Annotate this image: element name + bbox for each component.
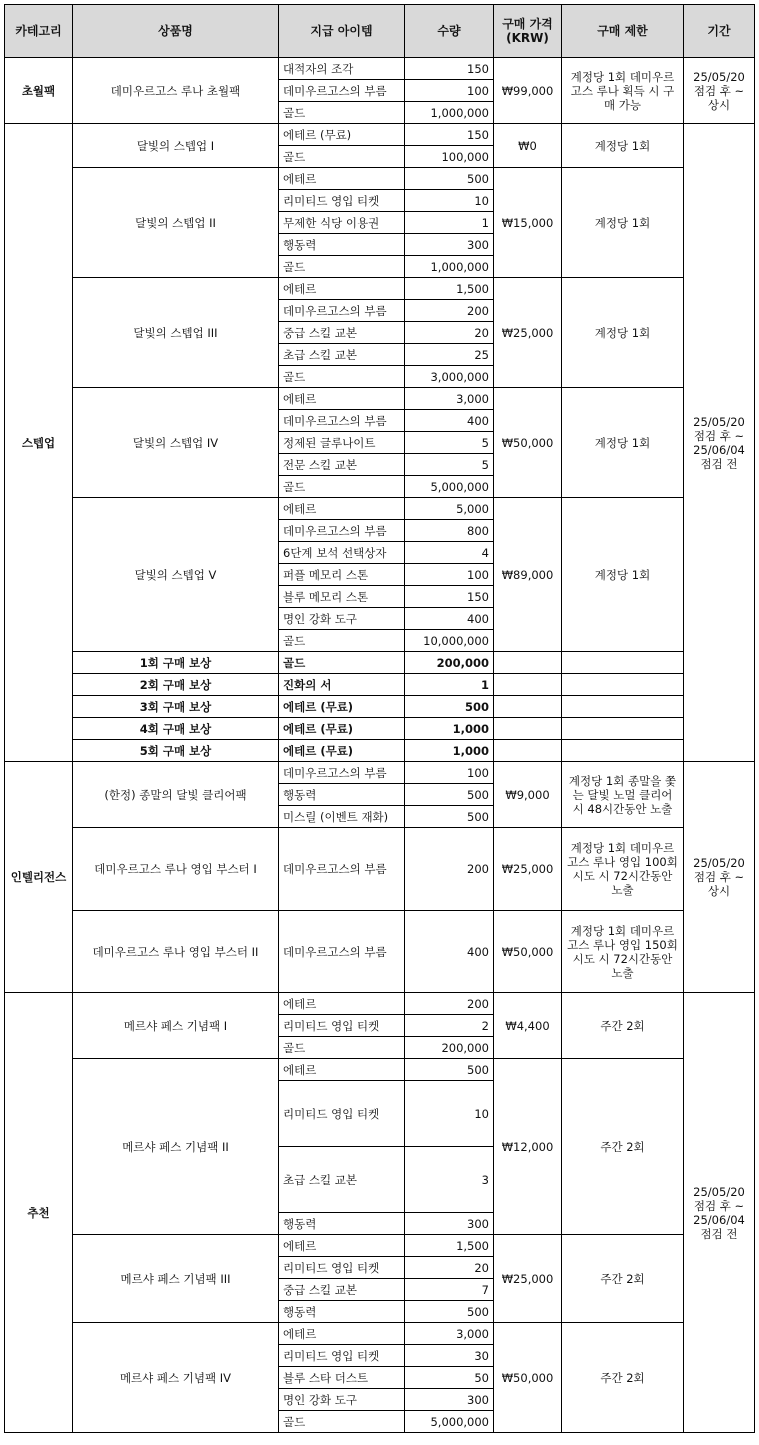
item-qty: 25 xyxy=(405,344,494,366)
table-row xyxy=(5,168,755,190)
item-qty: 5 xyxy=(405,432,494,454)
item-qty: 1,500 xyxy=(405,278,494,300)
item-name: 리미티드 영입 티켓 xyxy=(279,1015,405,1037)
price-cell: ₩99,000 xyxy=(494,58,562,124)
item-name: 명인 강화 도구 xyxy=(279,608,405,630)
bonus-label: 3회 구매 보상 xyxy=(73,696,279,718)
bonus-label: 1회 구매 보상 xyxy=(73,652,279,674)
bonus-qty: 1,000 xyxy=(405,718,494,740)
price-cell: ₩25,000 xyxy=(494,1235,562,1323)
table-row xyxy=(5,762,755,784)
item-qty: 200 xyxy=(405,828,494,911)
table-row xyxy=(5,1235,755,1257)
item-qty: 150 xyxy=(405,58,494,80)
price-cell: ₩9,000 xyxy=(494,762,562,828)
item-qty: 400 xyxy=(405,410,494,432)
item-qty: 800 xyxy=(405,520,494,542)
item-name: 정제된 글루나이트 xyxy=(279,432,405,454)
item-name: 데미우르고스의 부름 xyxy=(279,80,405,102)
item-qty: 200 xyxy=(405,300,494,322)
bonus-item: 골드 xyxy=(279,652,405,674)
bonus-qty: 1 xyxy=(405,674,494,696)
table-row xyxy=(5,911,755,993)
empty-cell xyxy=(494,696,562,718)
item-qty: 4 xyxy=(405,542,494,564)
item-name: 행동력 xyxy=(279,1301,405,1323)
header-item: 지급 아이템 xyxy=(279,5,405,58)
item-qty: 100 xyxy=(405,564,494,586)
product-name: (한정) 종말의 달빛 클리어팩 xyxy=(73,762,279,828)
price-cell: ₩89,000 xyxy=(494,498,562,652)
bonus-label: 2회 구매 보상 xyxy=(73,674,279,696)
bonus-row xyxy=(5,674,755,696)
item-qty: 100 xyxy=(405,762,494,784)
item-qty: 20 xyxy=(405,322,494,344)
bonus-qty: 500 xyxy=(405,696,494,718)
empty-cell xyxy=(562,718,684,740)
category-cell: 인텔리전스 xyxy=(5,762,73,993)
item-qty: 5,000,000 xyxy=(405,1411,494,1433)
item-name: 골드 xyxy=(279,630,405,652)
table-row xyxy=(5,828,755,911)
item-qty: 150 xyxy=(405,124,494,146)
item-name: 행동력 xyxy=(279,1213,405,1235)
limit-cell: 계정당 1회 데미우르고스 루나 영입 150회 시도 시 72시간동안 노출 xyxy=(562,911,684,993)
limit-cell: 주간 2회 xyxy=(562,1235,684,1323)
product-name: 달빛의 스텝업 II xyxy=(73,168,279,278)
item-name: 중급 스킬 교본 xyxy=(279,322,405,344)
item-qty: 500 xyxy=(405,1301,494,1323)
item-qty: 5,000 xyxy=(405,498,494,520)
empty-cell xyxy=(562,652,684,674)
item-name: 무제한 식당 이용권 xyxy=(279,212,405,234)
empty-cell xyxy=(494,740,562,762)
item-name: 행동력 xyxy=(279,784,405,806)
table-row xyxy=(5,388,755,410)
item-qty: 3 xyxy=(405,1147,494,1213)
limit-cell: 주간 2회 xyxy=(562,1323,684,1433)
header-price: 구매 가격 (KRW) xyxy=(494,5,562,58)
item-name: 골드 xyxy=(279,102,405,124)
empty-cell xyxy=(494,674,562,696)
table-row xyxy=(5,993,755,1015)
item-name: 6단계 보석 선택상자 xyxy=(279,542,405,564)
item-qty: 1,000,000 xyxy=(405,102,494,124)
bonus-row xyxy=(5,696,755,718)
table-row xyxy=(5,278,755,300)
item-qty: 500 xyxy=(405,806,494,828)
item-name: 골드 xyxy=(279,1411,405,1433)
limit-cell: 계정당 1회 xyxy=(562,388,684,498)
item-name: 에테르 xyxy=(279,388,405,410)
product-name: 메르샤 페스 기념팩 I xyxy=(73,993,279,1059)
item-name: 에테르 xyxy=(279,498,405,520)
item-name: 블루 스타 더스트 xyxy=(279,1367,405,1389)
item-qty: 200,000 xyxy=(405,1037,494,1059)
header-qty: 수량 xyxy=(405,5,494,58)
item-qty: 500 xyxy=(405,168,494,190)
item-name: 데미우르고스의 부름 xyxy=(279,762,405,784)
item-qty: 10 xyxy=(405,190,494,212)
price-cell: ₩12,000 xyxy=(494,1059,562,1235)
limit-cell: 주간 2회 xyxy=(562,1059,684,1235)
item-qty: 100,000 xyxy=(405,146,494,168)
item-qty: 3,000,000 xyxy=(405,366,494,388)
bonus-item: 에테르 (무료) xyxy=(279,696,405,718)
header-row xyxy=(5,5,755,58)
item-name: 에테르 xyxy=(279,1323,405,1345)
category-cell: 추천 xyxy=(5,993,73,1433)
empty-cell xyxy=(562,696,684,718)
limit-cell: 주간 2회 xyxy=(562,993,684,1059)
item-name: 골드 xyxy=(279,1037,405,1059)
item-name: 데미우르고스의 부름 xyxy=(279,410,405,432)
price-cell: ₩50,000 xyxy=(494,388,562,498)
item-name: 골드 xyxy=(279,256,405,278)
table-row xyxy=(5,58,755,80)
product-name: 데미우르고스 루나 영입 부스터 I xyxy=(73,828,279,911)
item-name: 퍼플 메모리 스톤 xyxy=(279,564,405,586)
item-name: 리미티드 영입 티켓 xyxy=(279,1081,405,1147)
item-qty: 1,500 xyxy=(405,1235,494,1257)
product-name: 달빛의 스텝업 I xyxy=(73,124,279,168)
bonus-label: 5회 구매 보상 xyxy=(73,740,279,762)
pack-table xyxy=(4,4,755,1433)
product-name: 메르샤 페스 기념팩 II xyxy=(73,1059,279,1235)
item-name: 초급 스킬 교본 xyxy=(279,1147,405,1213)
bonus-item: 에테르 (무료) xyxy=(279,718,405,740)
limit-cell: 계정당 1회 종말을 쫓는 달빛 노멀 클리어 시 48시간동안 노출 xyxy=(562,762,684,828)
product-name: 달빛의 스텝업 IV xyxy=(73,388,279,498)
item-name: 에테르 xyxy=(279,993,405,1015)
item-qty: 5,000,000 xyxy=(405,476,494,498)
item-qty: 150 xyxy=(405,586,494,608)
period-cell: 25/05/20 점검 후 ~ 상시 xyxy=(684,762,755,993)
limit-cell: 계정당 1회 데미우르고스 루나 영입 100회 시도 시 72시간동안 노출 xyxy=(562,828,684,911)
item-name: 리미티드 영입 티켓 xyxy=(279,1345,405,1367)
header-product: 상품명 xyxy=(73,5,279,58)
bonus-row xyxy=(5,652,755,674)
item-qty: 300 xyxy=(405,234,494,256)
item-qty: 1,000,000 xyxy=(405,256,494,278)
category-cell: 스텝업 xyxy=(5,124,73,762)
item-name: 전문 스킬 교본 xyxy=(279,454,405,476)
product-name: 메르샤 페스 기념팩 IV xyxy=(73,1323,279,1433)
item-qty: 300 xyxy=(405,1213,494,1235)
item-qty: 1 xyxy=(405,212,494,234)
bonus-qty: 1,000 xyxy=(405,740,494,762)
item-qty: 300 xyxy=(405,1389,494,1411)
item-qty: 3,000 xyxy=(405,1323,494,1345)
empty-cell xyxy=(494,652,562,674)
product-name: 데미우르고스 루나 영입 부스터 II xyxy=(73,911,279,993)
period-cell: 25/05/20 점검 후 ~ 상시 xyxy=(684,58,755,124)
table-row xyxy=(5,124,755,146)
item-name: 데미우르고스의 부름 xyxy=(279,300,405,322)
bonus-item: 에테르 (무료) xyxy=(279,740,405,762)
item-qty: 10 xyxy=(405,1081,494,1147)
item-qty: 20 xyxy=(405,1257,494,1279)
empty-cell xyxy=(562,674,684,696)
item-qty: 400 xyxy=(405,911,494,993)
price-cell: ₩50,000 xyxy=(494,1323,562,1433)
item-qty: 3,000 xyxy=(405,388,494,410)
header-category: 카테고리 xyxy=(5,5,73,58)
table-row xyxy=(5,1059,755,1081)
limit-cell: 계정당 1회 xyxy=(562,168,684,278)
bonus-row xyxy=(5,740,755,762)
header-limit: 구매 제한 xyxy=(562,5,684,58)
limit-cell: 계정당 1회 xyxy=(562,278,684,388)
price-cell: ₩25,000 xyxy=(494,278,562,388)
product-name: 메르샤 페스 기념팩 III xyxy=(73,1235,279,1323)
item-name: 블루 메모리 스톤 xyxy=(279,586,405,608)
item-name: 데미우르고스의 부름 xyxy=(279,911,405,993)
price-cell: ₩15,000 xyxy=(494,168,562,278)
item-name: 명인 강화 도구 xyxy=(279,1389,405,1411)
item-qty: 200 xyxy=(405,993,494,1015)
item-name: 에테르 (무료) xyxy=(279,124,405,146)
item-name: 초급 스킬 교본 xyxy=(279,344,405,366)
product-name: 데미우르고스 루나 초월팩 xyxy=(73,58,279,124)
item-name: 골드 xyxy=(279,476,405,498)
category-cell: 초월팩 xyxy=(5,58,73,124)
bonus-qty: 200,000 xyxy=(405,652,494,674)
item-name: 데미우르고스의 부름 xyxy=(279,520,405,542)
limit-cell: 계정당 1회 데미우르고스 루나 획득 시 구매 가능 xyxy=(562,58,684,124)
product-name: 달빛의 스텝업 V xyxy=(73,498,279,652)
limit-cell: 계정당 1회 xyxy=(562,124,684,168)
item-qty: 500 xyxy=(405,784,494,806)
item-name: 대적자의 조각 xyxy=(279,58,405,80)
item-qty: 2 xyxy=(405,1015,494,1037)
item-qty: 400 xyxy=(405,608,494,630)
price-cell: ₩25,000 xyxy=(494,828,562,911)
price-cell: ₩0 xyxy=(494,124,562,168)
bonus-row xyxy=(5,718,755,740)
period-cell: 25/05/20 점검 후 ~ 25/06/04 점검 전 xyxy=(684,993,755,1433)
item-name: 리미티드 영입 티켓 xyxy=(279,1257,405,1279)
item-qty: 500 xyxy=(405,1059,494,1081)
price-cell: ₩50,000 xyxy=(494,911,562,993)
limit-cell: 계정당 1회 xyxy=(562,498,684,652)
item-name: 에테르 xyxy=(279,168,405,190)
period-cell: 25/05/20 점검 후 ~ 25/06/04 점검 전 xyxy=(684,124,755,762)
item-name: 리미티드 영입 티켓 xyxy=(279,190,405,212)
item-name: 골드 xyxy=(279,366,405,388)
item-name: 미스릴 (이벤트 재화) xyxy=(279,806,405,828)
empty-cell xyxy=(494,718,562,740)
item-name: 에테르 xyxy=(279,1059,405,1081)
table-row xyxy=(5,498,755,520)
bonus-label: 4회 구매 보상 xyxy=(73,718,279,740)
item-name: 중급 스킬 교본 xyxy=(279,1279,405,1301)
empty-cell xyxy=(562,740,684,762)
item-qty: 30 xyxy=(405,1345,494,1367)
item-qty: 5 xyxy=(405,454,494,476)
bonus-item: 진화의 서 xyxy=(279,674,405,696)
item-name: 에테르 xyxy=(279,1235,405,1257)
item-name: 데미우르고스의 부름 xyxy=(279,828,405,911)
item-qty: 100 xyxy=(405,80,494,102)
table-row xyxy=(5,1323,755,1345)
item-name: 행동력 xyxy=(279,234,405,256)
item-qty: 50 xyxy=(405,1367,494,1389)
item-qty: 10,000,000 xyxy=(405,630,494,652)
header-period: 기간 xyxy=(684,5,755,58)
product-name: 달빛의 스텝업 III xyxy=(73,278,279,388)
item-qty: 7 xyxy=(405,1279,494,1301)
item-name: 골드 xyxy=(279,146,405,168)
price-cell: ₩4,400 xyxy=(494,993,562,1059)
item-name: 에테르 xyxy=(279,278,405,300)
